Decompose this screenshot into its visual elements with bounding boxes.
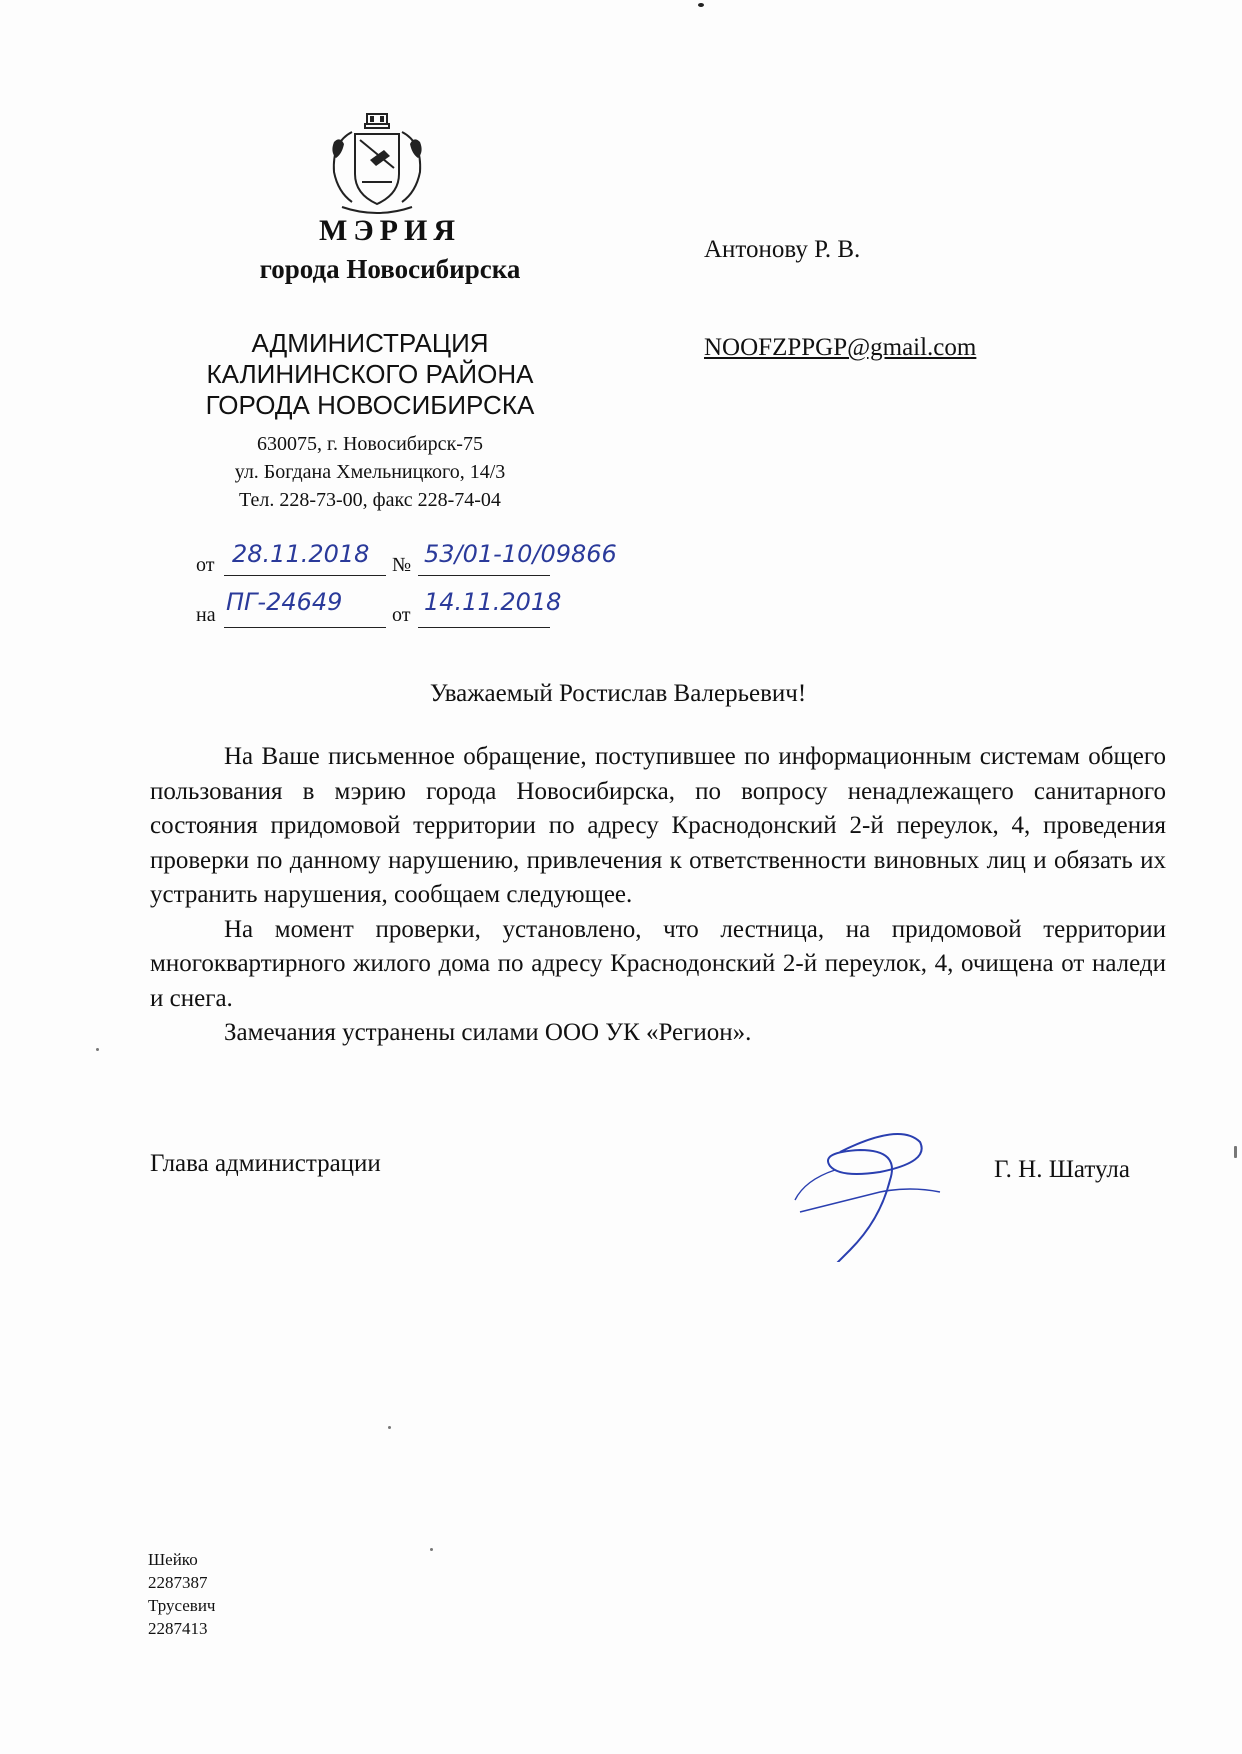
admin-line: АДМИНИСТРАЦИЯ: [251, 328, 489, 358]
org-title: МЭРИЯ: [319, 214, 461, 247]
address-line: 630075, г. Новосибирск-75: [257, 433, 483, 455]
coat-of-arms-icon: [322, 112, 432, 222]
letter-body: [150, 740, 1166, 1051]
admin-line: ГОРОДА НОВОСИБИРСКА: [205, 390, 535, 420]
address-block: [150, 430, 590, 514]
reg-number-label: №: [392, 554, 412, 576]
ref-date: 14.11.2018: [424, 588, 562, 616]
contact-line: 2287387: [148, 1573, 208, 1592]
body-paragraph: На момент проверки, установлено, что лестница, на придомовой территории многоквартирного жилого дома по адресу Краснодонский 2-й переулок, 4, очищена от наледи и снега.: [150, 915, 1166, 1012]
ref-number: ПГ-24649: [226, 588, 343, 616]
scan-speck: [698, 3, 704, 7]
contacts-block: [148, 1548, 216, 1640]
ref-from-label: от: [392, 604, 411, 626]
scan-speck: [430, 1548, 433, 1551]
address-line: Тел. 228-73-00, факс 228-74-04: [239, 489, 501, 511]
ref-date-underline: [418, 626, 550, 628]
reg-date-underline: [224, 574, 386, 576]
scan-speck: [388, 1426, 391, 1429]
contact-line: Трусевич: [148, 1596, 216, 1615]
recipient-name: Антонову Р. В.: [704, 236, 861, 263]
scan-speck: [96, 1048, 99, 1051]
signer-position: Глава администрации: [150, 1150, 381, 1177]
recipient-email: NOOFZPPGP@gmail.com: [704, 334, 977, 361]
body-paragraph: На Ваше письменное обращение, поступившее по информационным системам общего пользования в мэрию города Новосибирска, по вопросу ненадлежащего санитарного состояния придомовой территории по адресу Краснодонский 2-й переулок, 4, проведения проверки по данному нарушению, привлечения к ответственности виновных лиц и обязать их устранить нарушения, сообщаем следующее.: [150, 743, 1166, 908]
contact-line: Шейко: [148, 1550, 198, 1569]
ref-number-underline: [224, 626, 386, 628]
reg-from-label: от: [196, 554, 215, 576]
admin-line: КАЛИНИНСКОГО РАЙОНА: [206, 359, 534, 389]
org-city: города Новосибирска: [259, 254, 521, 284]
reg-number: 53/01-10/09866: [424, 540, 617, 568]
ref-label: на: [196, 604, 216, 626]
scan-speck: [1234, 1146, 1237, 1158]
handwritten-signature-icon: [780, 1122, 950, 1262]
contact-line: 2287413: [148, 1619, 208, 1638]
greeting: Уважаемый Ростислав Валерьевич!: [429, 680, 807, 707]
reg-number-underline: [418, 574, 550, 576]
signer-name: Г. Н. Шатула: [994, 1156, 1130, 1183]
body-paragraph: Замечания устранены силами ООО УК «Регион».: [224, 1019, 752, 1046]
reg-date: 28.11.2018: [232, 540, 370, 568]
admin-block: [150, 328, 590, 421]
address-line: ул. Богдана Хмельницкого, 14/3: [234, 461, 506, 483]
